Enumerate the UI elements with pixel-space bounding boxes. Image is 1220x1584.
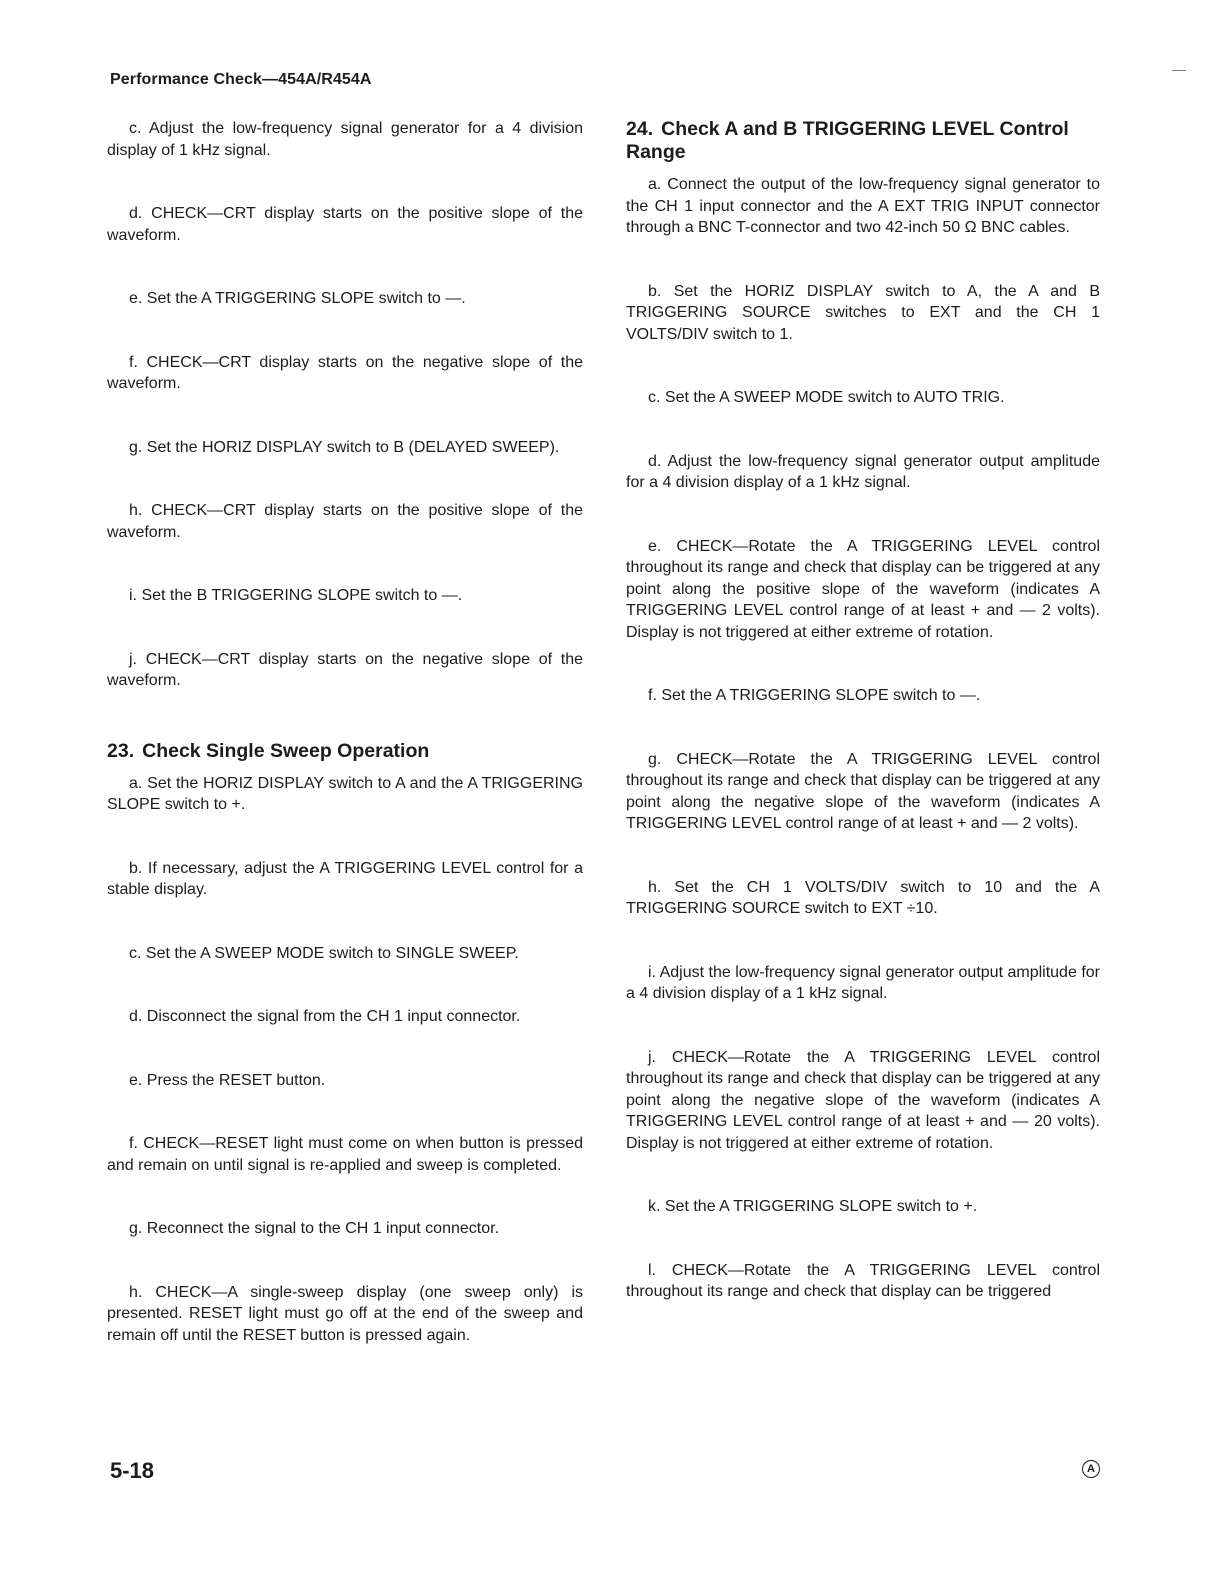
- corner-tick-mark: [1172, 70, 1186, 71]
- revision-mark: A: [1082, 1460, 1100, 1478]
- step-paragraph: e. CHECK—Rotate the A TRIGGERING LEVEL control throughout its range and check that display can be triggered at any point along the positive slope of the waveform (indicates A TRIGGERING LEVEL control range of at least + and — 2 volts). Display is not triggered at either extreme of rotation.: [626, 537, 1100, 641]
- step-paragraph: g. Reconnect the signal to the CH 1 input connector.: [129, 1220, 500, 1237]
- right-column: [626, 118, 1100, 1303]
- step-paragraph: l. CHECK—Rotate the A TRIGGERING LEVEL control throughout its range and check that display can be triggered: [626, 1261, 1100, 1300]
- section-number: 23.: [107, 739, 135, 762]
- step-paragraph: j. CHECK—CRT display starts on the negative slope of the waveform.: [107, 650, 583, 689]
- step-paragraph: b. If necessary, adjust the A TRIGGERING LEVEL control for a stable display.: [107, 859, 583, 898]
- section-23-heading: [107, 740, 583, 763]
- step-paragraph: d. CHECK—CRT display starts on the positive slope of the waveform.: [107, 205, 583, 244]
- step-paragraph: f. CHECK—RESET light must come on when button is pressed and remain on until signal is re-applied and sweep is completed.: [107, 1135, 583, 1174]
- step-paragraph: c. Set the A SWEEP MODE switch to SINGLE SWEEP.: [129, 944, 519, 962]
- step-paragraph: i. Adjust the low-frequency signal generator output amplitude for a 4 division display of a 1 kHz signal.: [626, 963, 1100, 1002]
- step-paragraph: h. Set the CH 1 VOLTS/DIV switch to 10 and the A TRIGGERING SOURCE switch to EXT ÷10.: [626, 878, 1100, 917]
- section-title: Check Single Sweep Operation: [142, 739, 430, 762]
- step-paragraph: e. Press the RESET button.: [129, 1071, 326, 1089]
- step-paragraph: a. Connect the output of the low-frequency signal generator to the CH 1 input connector and the A EXT TRIG INPUT connector through a BNC T-connector and two 42-inch 50 Ω BNC cables.: [626, 176, 1100, 236]
- step-paragraph: d. Disconnect the signal from the CH 1 input connector.: [129, 1008, 521, 1025]
- step-paragraph: i. Set the B TRIGGERING SLOPE switch to —.: [129, 587, 463, 604]
- step-paragraph: e. Set the A TRIGGERING SLOPE switch to —.: [129, 290, 466, 307]
- step-paragraph: g. Set the HORIZ DISPLAY switch to B (DELAYED SWEEP).: [129, 438, 560, 456]
- step-paragraph: f. CHECK—CRT display starts on the negative slope of the waveform.: [107, 353, 583, 392]
- step-paragraph: f. Set the A TRIGGERING SLOPE switch to —.: [648, 687, 981, 704]
- step-paragraph: d. Adjust the low-frequency signal generator output amplitude for a 4 division display of a 1 kHz signal.: [626, 452, 1100, 491]
- step-paragraph: h. CHECK—CRT display starts on the positive slope of the waveform.: [107, 502, 583, 541]
- step-paragraph: h. CHECK—A single-sweep display (one sweep only) is presented. RESET light must go off at the end of the sweep and remain off until the RESET button is pressed again.: [107, 1283, 583, 1344]
- step-paragraph: c. Adjust the low-frequency signal generator for a 4 division display of 1 kHz signal.: [107, 120, 583, 159]
- step-paragraph: g. CHECK—Rotate the A TRIGGERING LEVEL control throughout its range and check that display can be triggered at any point along the negative slope of the waveform (indicates A TRIGGERING LEVEL control range of at least + and — 2 volts).: [626, 750, 1100, 832]
- running-header-title: Performance Check—454A/R454A: [110, 71, 372, 88]
- step-paragraph: b. Set the HORIZ DISPLAY switch to A, the A and B TRIGGERING SOURCE switches to EXT and the CH 1 VOLTS/DIV switch to 1.: [626, 282, 1100, 343]
- step-paragraph: c. Set the A SWEEP MODE switch to AUTO TRIG.: [648, 389, 1005, 406]
- step-paragraph: k. Set the A TRIGGERING SLOPE switch to +.: [648, 1198, 978, 1215]
- section-title: Check A and B TRIGGERING LEVEL Control Range: [626, 118, 1069, 163]
- section-number: 24.: [626, 118, 654, 140]
- step-paragraph: j. CHECK—Rotate the A TRIGGERING LEVEL control throughout its range and check that display can be triggered at any point along the negative slope of the waveform (indicates A TRIGGERING LEVEL control range of at least + and — 20 volts). Display is not triggered at either extreme of rotation.: [626, 1048, 1100, 1152]
- step-paragraph: a. Set the HORIZ DISPLAY switch to A and the A TRIGGERING SLOPE switch to +.: [107, 774, 583, 813]
- left-column: [107, 118, 583, 1346]
- page-number: 5-18: [110, 1458, 155, 1483]
- section-24-heading: [626, 118, 1100, 164]
